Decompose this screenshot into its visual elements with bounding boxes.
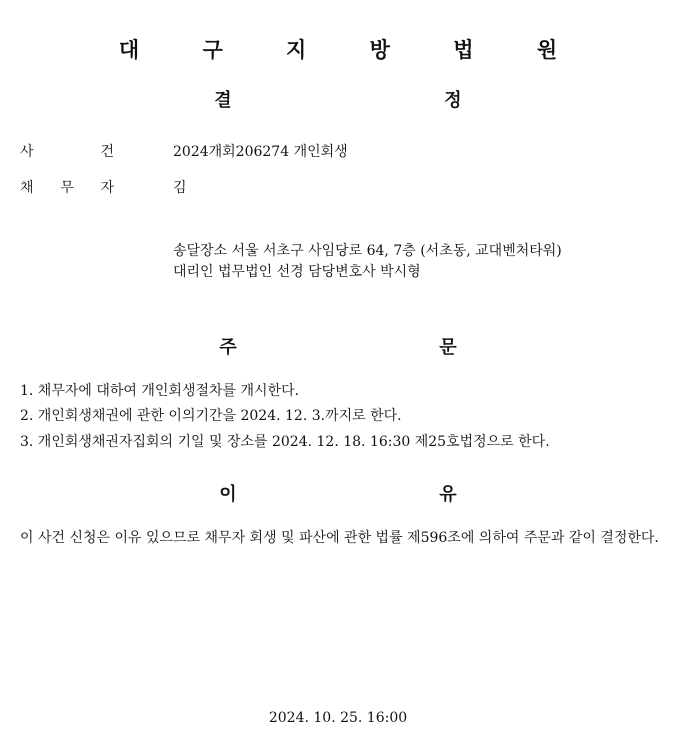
order-item: 3. 개인회생채권자집회의 기일 및 장소를 2024. 12. 18. 16:30 제25호법정으로 한다.: [20, 434, 550, 450]
order-item: 1. 채무자에 대하여 개인회생절차를 개시한다.: [20, 383, 300, 399]
heading-char: 결: [214, 90, 232, 111]
service-address: 송달장소 서울 서초구 사임당로 64, 7층 (서초동, 교대벤처타워): [173, 243, 562, 259]
debtor-name: 김: [173, 180, 187, 196]
order-heading: [0, 333, 676, 359]
heading-char: 주: [219, 337, 237, 358]
order-item: 2. 개인회생채권에 관한 이의기간을 2024. 12. 3.까지로 한다.: [20, 408, 402, 424]
heading-char: 유: [439, 484, 457, 505]
case-label: 사 건: [20, 144, 114, 160]
reason-heading: [0, 480, 676, 506]
court-title: 대 구 지 방 법 원: [118, 38, 586, 62]
legal-agent: 대리인 법무법인 선경 담당변호사 박시형: [173, 264, 421, 280]
decision-date: 2024. 10. 25. 16:00: [268, 710, 408, 726]
reason-text: 이 사건 신청은 이유 있으므로 채무자 회생 및 파산에 관한 법률 제596조에 의하여 주문과 같이 결정한다.: [20, 530, 659, 546]
case-number: 2024개회206274 개인회생: [173, 144, 348, 160]
debtor-label: 채 무 자: [20, 180, 114, 196]
debtor-row: [20, 177, 187, 197]
heading-char: 정: [444, 90, 462, 111]
heading-char: 이: [219, 484, 237, 505]
case-row: [20, 141, 348, 161]
document-type-heading: [0, 86, 676, 112]
heading-char: 문: [439, 337, 457, 358]
